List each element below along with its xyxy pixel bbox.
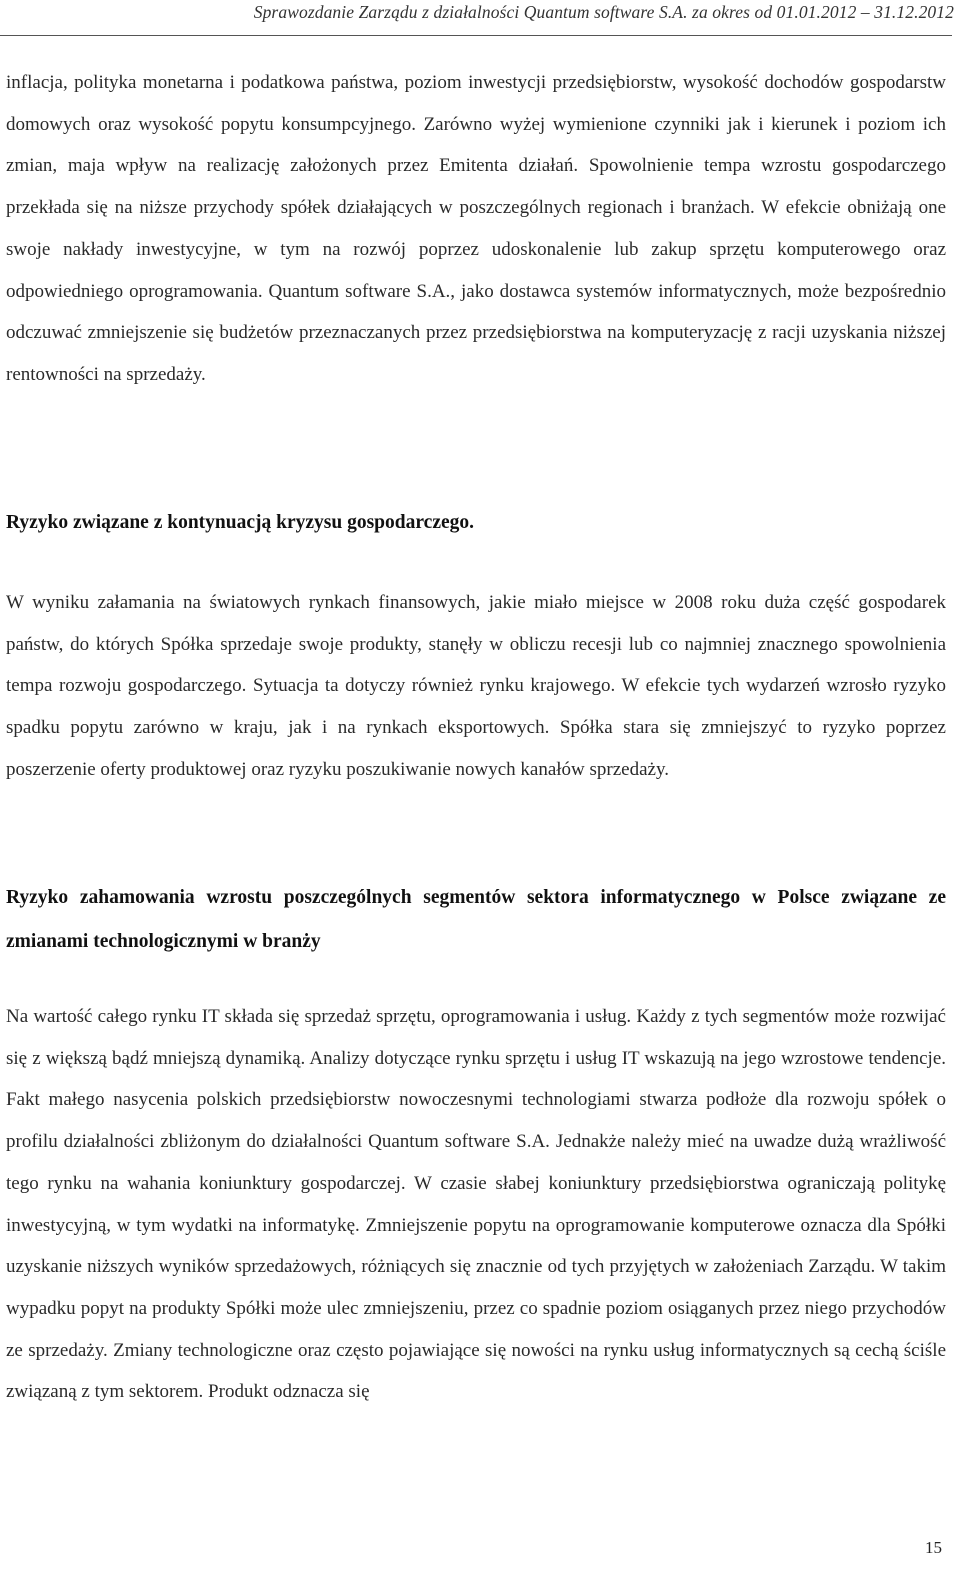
header-divider — [0, 35, 952, 36]
page-number: 15 — [925, 1538, 942, 1557]
running-header: Sprawozdanie Zarządu z działalności Quantum software S.A. za okres od 01.01.2012 – 31.12.2012 — [253, 2, 954, 22]
paragraph-economic-factors: inflacja, polityka monetarna i podatkowa państwa, poziom inwestycji przedsiębiorstw, wysokość dochodów gospodarstw domowych oraz wysokość popytu konsumpcyjnego. Zarówno wyżej wymienione czynniki jak i kierunek i poziom ich zmian, maja wpływ na realizację założonych przez Emitenta działań. Spowolnienie tempa wzrostu gospodarczego przekłada się na niższe przychody spółek działających w poszczególnych regionach i branżach. W efekcie obniżają one swoje nakłady inwestycyjne, w tym na rozwój poprzez udoskonalenie lub zakup sprzętu komputerowego oraz odpowiedniego oprogramowania. Quantum software S.A., jako dostawca systemów informatycznych, może bezpośrednio odczuwać zmniejszenie się budżetów przeznaczanych przez przedsiębiorstwa na komputeryzację z racji uzyskania niższej rentowności na sprzedaży. — [6, 72, 946, 385]
paragraph-crisis-risk: W wyniku załamania na światowych rynkach finansowych, jakie miało miejsce w 2008 roku duża część gospodarek państw, do których Spółka sprzedaje swoje produkty, stanęły w obliczu recesji lub co najmniej znacznego spowolnienia tempa rozwoju gospodarczego. Sytuacja ta dotyczy również rynku krajowego. W efekcie tych wydarzeń wzrosło ryzyko spadku popytu zarówno w kraju, jak i na rynkach eksportowych. Spółka stara się zmniejszyć to ryzyko poprzez poszerzenie oferty produktowej oraz ryzyku poszukiwanie nowych kanałów sprzedaży. — [6, 592, 946, 780]
section-heading-it-sector-risk: Ryzyko zahamowania wzrostu poszczególnych segmentów sektora informatycznego w Polsce związane ze zmianami technologicznymi w branży — [6, 887, 946, 952]
section-heading-crisis-risk: Ryzyko związane z kontynuacją kryzysu gospodarczego. — [6, 512, 475, 533]
paragraph-it-sector-risk: Na wartość całego rynku IT składa się sprzedaż sprzętu, oprogramowania i usług. Każdy z tych segmentów może rozwijać się z większą bądź mniejszą dynamiką. Analizy dotyczące rynku sprzętu i usług IT wskazują na jego wzrostowe tendencje. Fakt małego nasycenia polskich przedsiębiorstw nowoczesnymi technologiami stwarza podłoże dla rozwoju spółek o profilu działalności zbliżonym do działalności Quantum software S.A. Jednakże należy mieć na uwadze dużą wrażliwość tego rynku na wahania koniunktury gospodarczej. W czasie słabej koniunktury przedsiębiorstwa ograniczają politykę inwestycyjną, w tym wydatki na informatykę. Zmniejszenie popytu na oprogramowanie komputerowe oznacza dla Spółki uzyskanie niższych wyników sprzedażowych, różniących się znacznie od tych przyjętych w założeniach Zarządu. W takim wypadku popyt na produkty Spółki może ulec zmniejszeniu, przez co spadnie poziom osiąganych przez niego przychodów ze sprzedaży. Zmiany technologiczne oraz często pojawiające się nowości na rynku usług informatycznych są cechą ściśle związaną z tym sektorem. Produkt odznacza się — [6, 1006, 946, 1403]
